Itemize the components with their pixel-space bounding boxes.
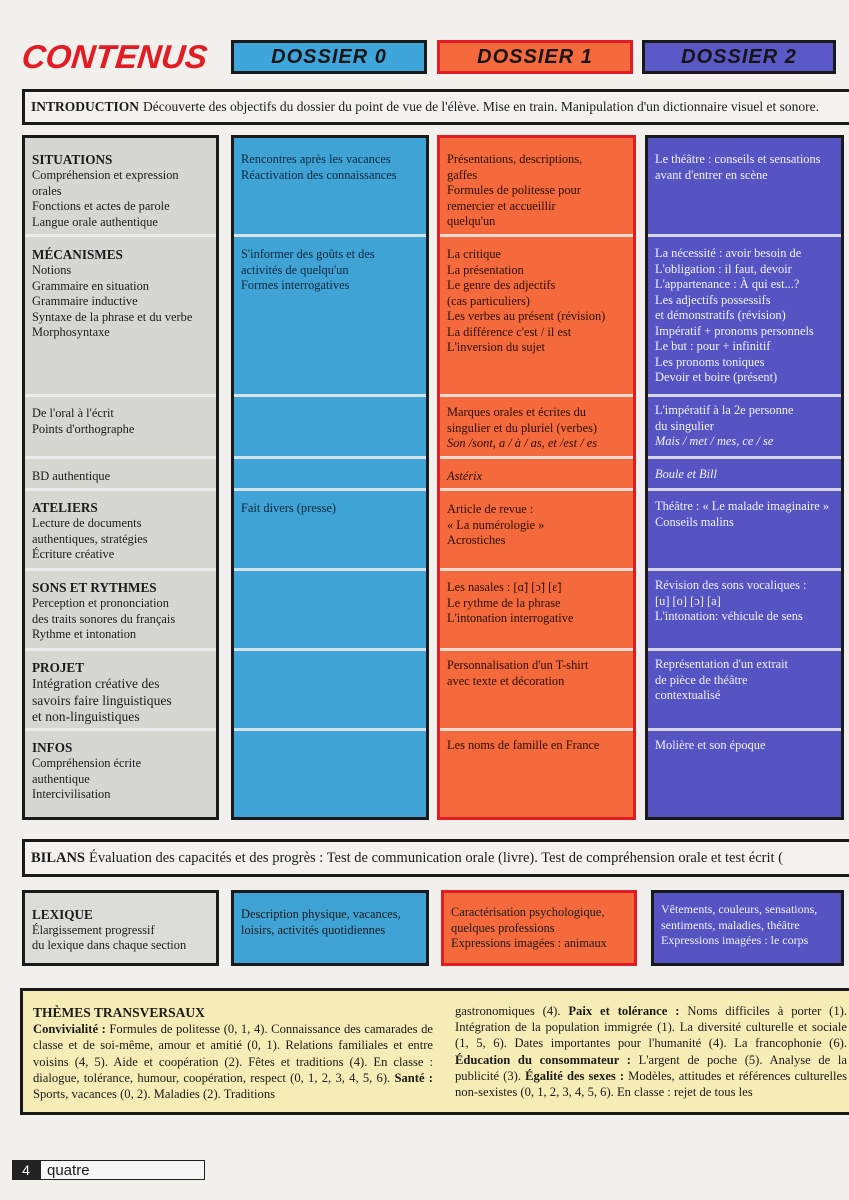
introduction-text: Découverte des objectifs du dossier du point de vue de l'élève. Mise en train. Manipulation d'un dictionnaire visuel et sonore. [143,99,819,114]
infos-desc: INFOS Compréhension écrite authentique Intercivilisation [32,740,142,801]
situations-desc: SITUATIONS Compréhension et expression orales Fonctions et actes de parole Langue orale authentique [32,152,179,229]
d2-infos: Molière et son époque [655,738,766,752]
dossier-2-column [645,135,844,820]
bilans-text: Évaluation des capacités et des progrès : Test de communication orale (livre). Test de compréhension orale et test écrit ( [89,849,783,866]
d1-oral-ecrit: Marques orales et écrites du singulier et du pluriel (verbes) Son /sont, a / à / as, et /est / es [447,405,598,450]
d2-bd: Boule et Bill [655,467,717,481]
dossier-1-column [437,135,636,820]
d1-mecanismes: La critique La présentation Le genre des adjectifs (cas particuliers) Les verbes au présent (révision) La différence c'est / il est L'inversion du sujet [447,247,606,354]
page-number: 4 [12,1160,40,1180]
d2-ateliers: Théâtre : « Le malade imaginaire » Conseils malins [655,499,830,529]
d1-bd: Astérix [447,469,483,483]
page-title: CONTENUS [20,38,210,75]
introduction-banner [22,89,849,125]
d1-ateliers: Article de revue : « La numérologie » Acrostiches [447,502,545,547]
projet-desc: PROJET Intégration créative des savoirs faire linguistiques et non-linguistiques [32,660,172,724]
d2-projet: Représentation d'un extrait de pièce de théâtre contextualisé [655,657,788,702]
d2-sons: Révision des sons vocaliques : [u] [o] [ɔ] [a] L'intonation: véhicule de sens [655,578,807,623]
d1-sons: Les nasales : [ɑ̃] [ɔ̃] [ɛ̃] Le rythme de la phrase L'intonation interrogative [447,580,574,625]
lexique-desc: LEXIQUE Élargissement progressif du lexique dans chaque section [22,890,219,966]
d0-ateliers: Fait divers (presse) [241,501,336,515]
ateliers-desc: ATELIERS Lecture de documents authentiques, stratégies Écriture créative [32,500,148,561]
bd-desc: BD authentique [32,469,111,483]
d1-projet: Personnalisation d'un T-shirt avec texte et décoration [447,658,589,688]
lexique-d1: Caractérisation psychologique, quelques professions Expressions imagées : animaux [441,890,637,966]
d2-situations: Le théâtre : conseils et sensations avant d'entrer en scène [655,152,821,182]
oral-ecrit-desc: De l'oral à l'écrit Points d'orthographe [32,406,135,436]
dossier-0-header: DOSSIER 0 [231,40,427,74]
d0-mecanismes: S'informer des goûts et des activités de quelqu'un Formes interrogatives [241,247,375,292]
page-number-word: quatre [40,1160,205,1180]
introduction-label: INTRODUCTION [31,99,140,114]
mecanismes-desc: MÉCANISMES Notions Grammaire en situation Grammaire inductive Syntaxe de la phrase et du verbe Morphosyntaxe [32,247,193,339]
themes-left-column: THÈMES TRANSVERSAUX Convivialité : Formules de politesse (0, 1, 4). Connaissance des camarades de classe et de soi-même, amour et amitié (0, 1). Relations familiales et entre voisins (4, 5). Aide et coopération (2). Fêtes et traditions (4). En classe : dialogue, tolérance, humour, coopération, respect (0, 1, 2, 3, 4, 5, 6). Santé : Sports, vacances (0, 2). Maladies (2). Traditions [33,1005,433,1102]
themes-title: THÈMES TRANSVERSAUX [33,1005,205,1020]
bilans-label: BILANS [31,849,85,866]
d1-situations: Présentations, descriptions, gaffes Formules de politesse pour remercier et accueillir quelqu'un [447,152,583,228]
lexique-d2: Vêtements, couleurs, sensations, sentiments, maladies, théâtre Expressions imagées : le corps [651,890,844,966]
bilans-banner [22,839,849,877]
d2-mecanismes: La nécessité : avoir besoin de L'obligation : il faut, devoir L'appartenance : À qui est...? Les adjectifs possessifs et démonstratifs (révision) Impératif + pronoms personnels Le but : pour + infinitif Les pronoms toniques Devoir et boire (présent) [655,246,814,384]
dossier-2-header: DOSSIER 2 [642,40,836,74]
lexique-d0: Description physique, vacances, loisirs, activités quotidiennes [231,890,429,966]
d2-oral-ecrit: L'impératif à la 2e personne du singulier Mais / met / mes, ce / se [655,403,794,448]
categories-column [22,135,219,820]
d0-situations: Rencontres après les vacances Réactivation des connaissances [241,152,397,182]
d1-infos: Les noms de famille en France [447,738,600,752]
themes-transversaux-box [20,988,849,1115]
dossier-0-column [231,135,429,820]
dossier-1-header: DOSSIER 1 [437,40,633,74]
themes-right-column: gastronomiques (4). Paix et tolérance : Noms difficiles à porter (1). Intégration de la population immigrée (1). La diversité culturelle et sociale (1, 5, 6). Dates importantes pour l'humanité (4). La francophonie (6). Éducation du consommateur : L'argent de poche (5). Analyse de la publicité (3). Égalité des sexes : Modèles, attitudes et références culturelles non-sexistes (0, 1, 2, 3, 4, 5, 6). En classe : rejet de tous les [455,1004,848,1100]
sons-desc: SONS ET RYTHMES Perception et prononciation des traits sonores du français Rythme et intonation [32,580,176,641]
